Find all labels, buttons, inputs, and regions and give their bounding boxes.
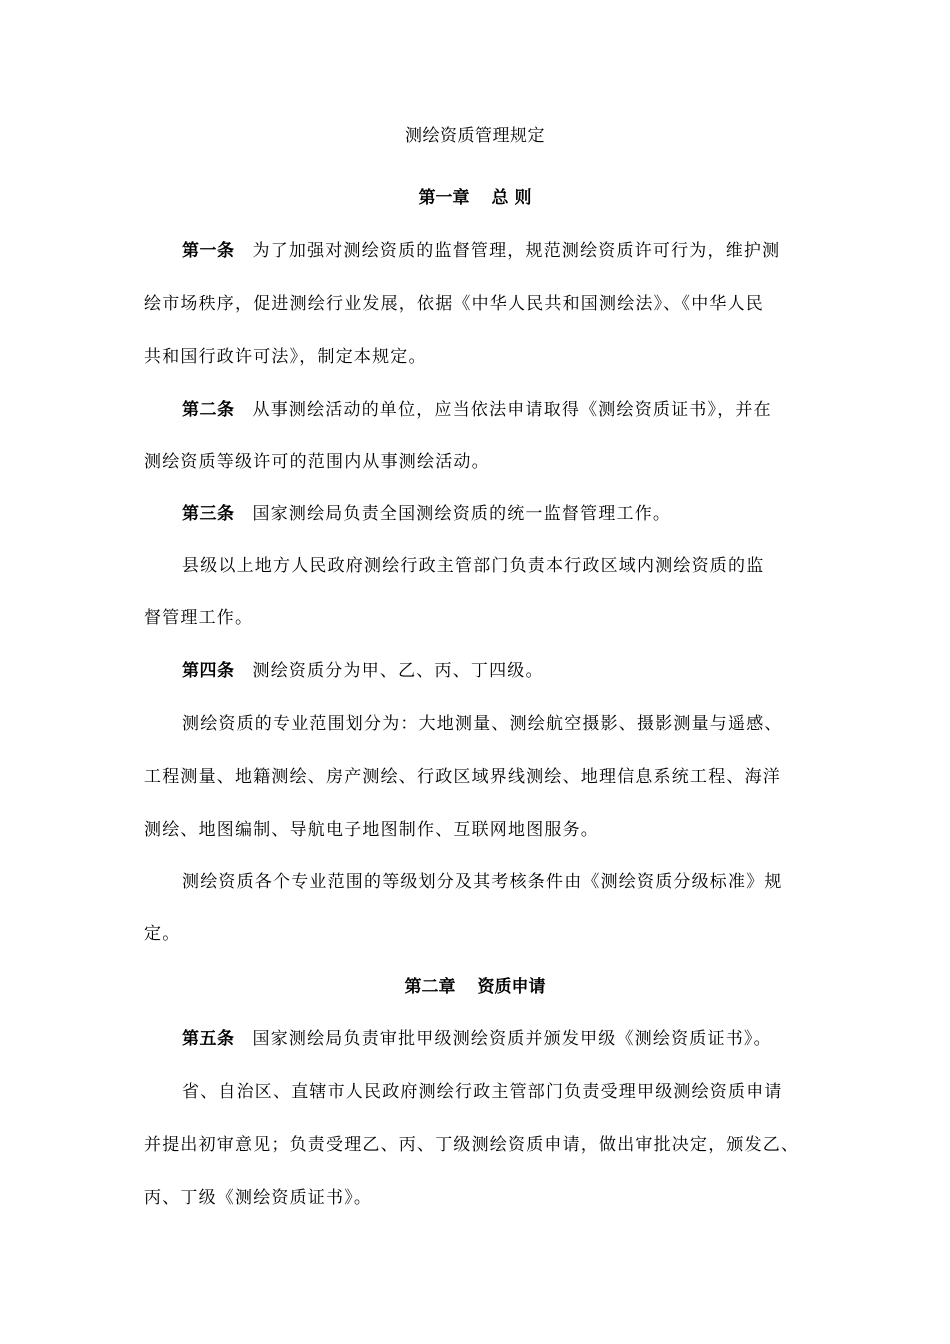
line-text: 测绘资质等级许可的范围内从事测绘活动。 <box>144 452 490 472</box>
paragraph-line <box>144 342 427 367</box>
chapter-name: 总 则 <box>491 188 532 208</box>
paragraph-line <box>182 1077 783 1102</box>
paragraph-line <box>144 815 599 840</box>
line-text: 共和国行政许可法》，制定本规定。 <box>144 347 427 367</box>
line-text: 丙、丁级《测绘资质证书》。 <box>144 1188 373 1208</box>
line-text: 从事测绘活动的单位，应当依法申请取得《测绘资质证书》，并在 <box>252 400 772 420</box>
paragraph-line <box>144 289 764 314</box>
paragraph-line <box>144 447 490 472</box>
article-number: 第一条 <box>182 241 235 261</box>
chapter-name: 资质申请 <box>477 977 546 997</box>
paragraph-line <box>182 395 772 420</box>
line-text: 县级以上地方人民政府测绘行政主管部门负责本行政区域内测绘资质的监 <box>182 556 765 576</box>
line-text: 省、自治区、直辖市人民政府测绘行政主管部门负责受理甲级测绘资质申请 <box>182 1082 783 1102</box>
paragraph-line <box>182 709 783 734</box>
line-text: 国家测绘局负责全国测绘资质的统一监督管理工作。 <box>252 504 672 524</box>
paragraph-line <box>144 919 180 944</box>
paragraph-line <box>144 1183 372 1208</box>
line-text: 国家测绘局负责审批甲级测绘资质并颁发甲级《测绘资质证书》。 <box>252 1029 772 1049</box>
paragraph-line <box>182 867 783 892</box>
line-text: 并提出初审意见；负责受理乙、丙、丁级测绘资质申请，做出审批决定，颁发乙、 <box>144 1135 800 1155</box>
article-number: 第五条 <box>182 1029 235 1049</box>
line-text: 工程测量、地籍测绘、房产测绘、行政区域界线测绘、地理信息系统工程、海洋 <box>144 767 781 787</box>
article-number: 第二条 <box>182 400 235 420</box>
paragraph-line <box>182 236 780 261</box>
paragraph-line <box>144 762 781 787</box>
paragraph-line <box>182 656 544 681</box>
paragraph-line <box>182 551 764 576</box>
paragraph-line <box>182 1024 772 1049</box>
line-text: 为了加强对测绘资质的监督管理，规范测绘资质许可行为，维护测 <box>252 241 781 261</box>
paragraph-line <box>144 1130 799 1155</box>
paragraph-line <box>182 499 671 524</box>
chapter-heading-2 <box>0 972 950 997</box>
article-number: 第四条 <box>182 661 235 681</box>
line-text: 测绘资质的专业范围划分为：大地测量、测绘航空摄影、摄影测量与遥感、 <box>182 714 783 734</box>
line-text: 测绘、地图编制、导航电子地图制作、互联网地图服务。 <box>144 820 599 840</box>
chapter-heading-1 <box>0 183 950 208</box>
line-text: 定。 <box>144 924 181 944</box>
chapter-label: 第一章 <box>418 188 470 208</box>
article-number: 第三条 <box>182 504 235 524</box>
document-title: 测绘资质管理规定 <box>405 126 545 146</box>
line-text: 测绘资质各个专业范围的等级划分及其考核条件由《测绘资质分级标准》规 <box>182 872 783 892</box>
chapter-label: 第二章 <box>404 977 456 997</box>
line-text: 绘市场秩序，促进测绘行业发展，依据《中华人民共和国测绘法》、《中华人民 <box>144 294 764 314</box>
line-text: 测绘资质分为甲、乙、丙、丁四级。 <box>252 661 544 681</box>
line-text: 督管理工作。 <box>144 608 254 628</box>
paragraph-line <box>144 603 253 628</box>
